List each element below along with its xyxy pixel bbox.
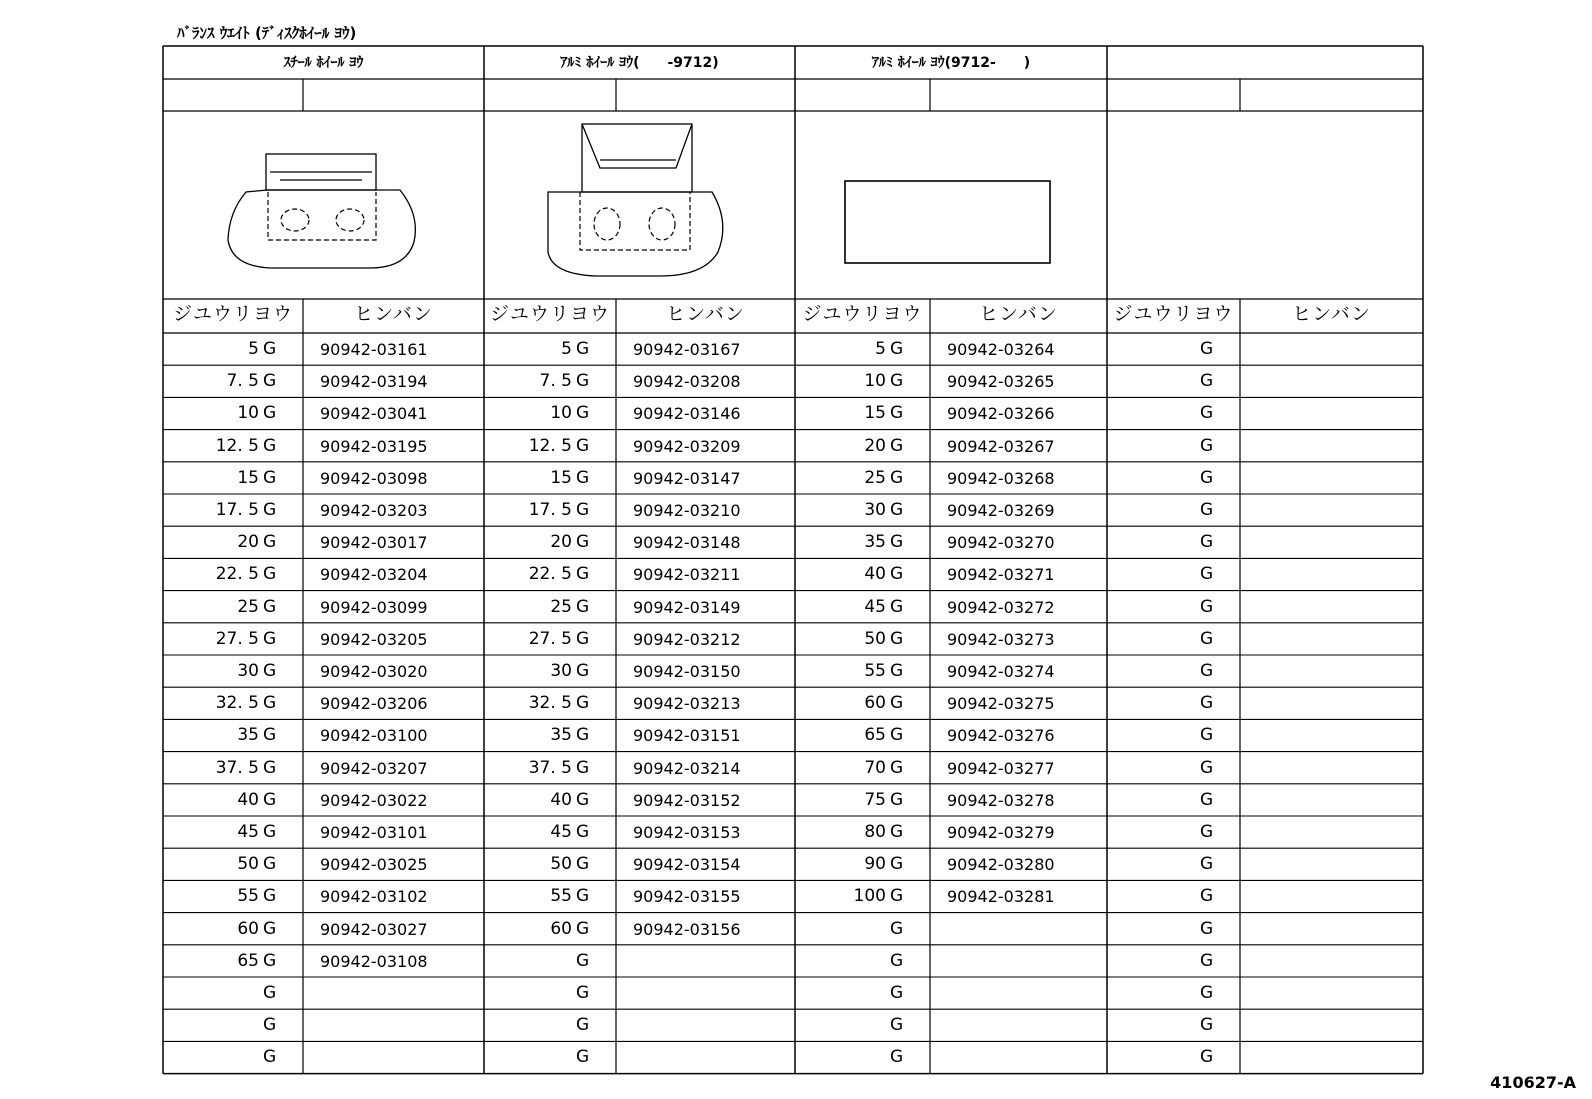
weight-value: 100 [853, 886, 886, 907]
weight-unit: G [263, 725, 277, 746]
weight-unit: G [576, 1047, 590, 1068]
part-number: 90942-03274 [947, 662, 1055, 681]
hole-3 [594, 208, 620, 240]
weight-unit: G [576, 403, 590, 424]
weight-unit: G [890, 757, 904, 778]
part-number: 90942-03148 [633, 533, 741, 553]
weight-column-header: ジユウリヨウ [489, 303, 610, 325]
alum-weight-drawing [548, 192, 723, 276]
weight-value: 60 [864, 693, 886, 714]
weight-unit: G [890, 1047, 904, 1068]
weight-unit: G [576, 628, 590, 649]
weight-unit: G [263, 950, 277, 971]
weight-unit: G [1200, 789, 1214, 810]
weight-unit: G [890, 789, 904, 810]
weight-unit: G [576, 950, 590, 971]
weight-unit: G [576, 500, 590, 520]
part-number: 90942-03108 [320, 951, 428, 971]
section-title: ｱﾙﾐ ﾎｲｰﾙ ﾖｳ(9712- ) [871, 55, 1031, 71]
weight-value: 32. 5 [528, 693, 572, 714]
part-number: 90942-03156 [633, 919, 741, 939]
weight-unit: G [890, 371, 904, 392]
weight-value: 5 [875, 339, 886, 359]
part-number: 90942-03150 [633, 662, 741, 681]
weight-column-header: ジユウリヨウ [802, 303, 923, 325]
weight-value: 55 [550, 886, 572, 907]
weight-value: 30 [864, 500, 886, 520]
weight-unit: G [890, 1015, 904, 1036]
part-number: 90942-03281 [947, 887, 1055, 907]
part-number: 90942-03265 [947, 372, 1055, 392]
weight-value: 10 [550, 403, 572, 424]
part-number: 90942-03210 [633, 501, 741, 520]
weight-unit: G [1200, 886, 1214, 907]
weight-value: 27. 5 [528, 628, 572, 649]
weight-unit: G [576, 467, 590, 488]
part-number: 90942-03020 [320, 662, 428, 681]
hole-2 [336, 209, 364, 231]
weight-value: 35 [864, 532, 886, 553]
weight-unit: G [263, 757, 277, 778]
weight-value: 60 [550, 918, 572, 939]
weight-value: 80 [864, 822, 886, 842]
steel-weight-drawing [228, 190, 415, 268]
part-number-column-header: ヒンバン [354, 303, 433, 325]
weight-unit: G [576, 1015, 590, 1036]
weight-value: 27. 5 [215, 628, 259, 649]
weight-unit: G [263, 983, 277, 1003]
weight-unit: G [576, 886, 590, 907]
weight-unit: G [1200, 1015, 1214, 1036]
weight-value: 5 [248, 339, 259, 359]
weight-value: 30 [237, 661, 259, 681]
weight-unit: G [263, 596, 277, 617]
weight-value: 10 [237, 403, 259, 424]
weight-unit: G [263, 628, 277, 649]
weight-value: 55 [237, 886, 259, 907]
part-number: 90942-03212 [633, 629, 741, 649]
part-number: 90942-03269 [947, 501, 1055, 520]
weight-unit: G [576, 789, 590, 810]
weight-unit: G [576, 564, 590, 585]
part-number-column-header: ヒンバン [1292, 303, 1371, 325]
weight-value: 25 [864, 467, 886, 488]
weight-value: 45 [237, 822, 259, 842]
weight-unit: G [1200, 725, 1214, 746]
part-number: 90942-03275 [947, 694, 1055, 714]
alum-weight-tape-drawing [845, 181, 1050, 263]
weight-value: 35 [237, 725, 259, 746]
weight-unit: G [576, 725, 590, 746]
weight-unit: G [890, 918, 904, 939]
part-number: 90942-03270 [947, 533, 1055, 553]
weight-value: 7. 5 [539, 371, 572, 392]
part-number: 90942-03167 [633, 340, 741, 359]
weight-value: 17. 5 [215, 500, 259, 520]
weight-unit: G [890, 339, 904, 359]
weight-unit: G [1200, 854, 1214, 875]
weight-unit: G [263, 435, 277, 456]
weight-unit: G [1200, 822, 1214, 842]
part-number: 90942-03205 [320, 629, 428, 649]
part-number: 90942-03022 [320, 790, 428, 810]
weight-unit: G [1200, 661, 1214, 681]
part-number-column-header: ヒンバン [979, 303, 1058, 325]
part-number: 90942-03213 [633, 694, 741, 714]
weight-value: 12. 5 [528, 435, 572, 456]
weight-value: 12. 5 [215, 435, 259, 456]
weight-value: 37. 5 [528, 757, 572, 778]
weight-unit: G [576, 757, 590, 778]
weight-unit: G [890, 467, 904, 488]
weight-value: 15 [864, 403, 886, 424]
part-number: 90942-03101 [320, 823, 428, 842]
weight-unit: G [890, 725, 904, 746]
part-number: 90942-03277 [947, 758, 1055, 778]
weight-value: 35 [550, 725, 572, 746]
part-number: 90942-03280 [947, 855, 1055, 875]
weight-value: 55 [864, 661, 886, 681]
weight-value: 15 [550, 467, 572, 488]
weight-unit: G [1200, 403, 1214, 424]
weight-value: 25 [550, 596, 572, 617]
weight-unit: G [1200, 500, 1214, 520]
part-number: 90942-03209 [633, 436, 741, 456]
weight-unit: G [890, 822, 904, 842]
weight-value: 37. 5 [215, 757, 259, 778]
weight-unit: G [890, 403, 904, 424]
weight-unit: G [1200, 532, 1214, 553]
weight-unit: G [1200, 564, 1214, 585]
part-number: 90942-03271 [947, 565, 1055, 585]
part-number: 90942-03276 [947, 726, 1055, 746]
part-number: 90942-03203 [320, 501, 428, 520]
weight-unit: G [890, 950, 904, 971]
part-number: 90942-03214 [633, 758, 741, 778]
part-number-column-header: ヒンバン [666, 303, 745, 325]
part-number: 90942-03267 [947, 436, 1055, 456]
part-number: 90942-03272 [947, 597, 1055, 617]
weight-unit: G [890, 596, 904, 617]
weight-value: 75 [864, 789, 886, 810]
weight-unit: G [890, 532, 904, 553]
weight-unit: G [1200, 757, 1214, 778]
weight-unit: G [263, 854, 277, 875]
weight-value: 22. 5 [215, 564, 259, 585]
part-number: 90942-03147 [633, 468, 741, 488]
weight-value: 25 [237, 596, 259, 617]
part-number: 90942-03102 [320, 887, 428, 907]
weight-value: 17. 5 [528, 500, 572, 520]
weight-unit: G [263, 693, 277, 714]
weight-unit: G [1200, 918, 1214, 939]
section-title: ｽﾁｰﾙ ﾎｲｰﾙ ﾖｳ [283, 55, 364, 71]
weight-unit: G [1200, 950, 1214, 971]
weight-unit: G [1200, 983, 1214, 1003]
weight-unit: G [1200, 693, 1214, 714]
part-number: 90942-03195 [320, 436, 428, 456]
weight-value: 90 [864, 854, 886, 875]
weight-unit: G [1200, 371, 1214, 392]
weight-unit: G [263, 467, 277, 488]
part-number: 90942-03149 [633, 597, 741, 617]
weight-unit: G [263, 564, 277, 585]
weight-unit: G [576, 693, 590, 714]
weight-value: 20 [550, 532, 572, 553]
part-number: 90942-03206 [320, 694, 428, 714]
weight-value: 15 [237, 467, 259, 488]
part-number: 90942-03098 [320, 468, 428, 488]
weight-value: 45 [550, 822, 572, 842]
weight-value: 50 [237, 854, 259, 875]
weight-unit: G [576, 371, 590, 392]
part-number: 90942-03207 [320, 758, 428, 778]
part-number: 90942-03152 [633, 790, 741, 810]
weight-value: 40 [864, 564, 886, 585]
part-number: 90942-03208 [633, 372, 741, 392]
weight-unit: G [263, 403, 277, 424]
part-number: 90942-03154 [633, 855, 741, 875]
weight-value: 7. 5 [226, 371, 259, 392]
weight-unit: G [890, 435, 904, 456]
weight-value: 10 [864, 371, 886, 392]
weight-unit: G [1200, 628, 1214, 649]
weight-value: 45 [864, 596, 886, 617]
part-number: 90942-03161 [320, 340, 428, 359]
weight-value: 65 [864, 725, 886, 746]
part-number: 90942-03025 [320, 855, 428, 875]
weight-value: 50 [864, 628, 886, 649]
weight-unit: G [263, 661, 277, 681]
weight-unit: G [576, 339, 590, 359]
weight-unit: G [576, 435, 590, 456]
part-number: 90942-03211 [633, 565, 741, 585]
part-number: 90942-03278 [947, 790, 1055, 810]
weight-unit: G [263, 886, 277, 907]
weight-unit: G [1200, 435, 1214, 456]
weight-unit: G [263, 822, 277, 842]
part-number: 90942-03153 [633, 823, 741, 842]
weight-unit: G [1200, 596, 1214, 617]
weight-unit: G [890, 693, 904, 714]
weight-column-header: ジユウリヨウ [172, 303, 293, 325]
part-number: 90942-03099 [320, 597, 428, 617]
weight-value: 65 [237, 950, 259, 971]
part-number: 90942-03041 [320, 404, 428, 424]
weight-unit: G [1200, 339, 1214, 359]
weight-unit: G [890, 854, 904, 875]
section-title: ｱﾙﾐ ﾎｲｰﾙ ﾖｳ( -9712) [560, 55, 719, 71]
part-number: 90942-03279 [947, 823, 1055, 842]
weight-value: 60 [237, 918, 259, 939]
weight-unit: G [576, 532, 590, 553]
weight-value: 20 [237, 532, 259, 553]
weight-value: 5 [561, 339, 572, 359]
weight-unit: G [890, 886, 904, 907]
weight-unit: G [890, 628, 904, 649]
weight-value: 22. 5 [528, 564, 572, 585]
weight-value: 70 [864, 757, 886, 778]
weight-unit: G [576, 854, 590, 875]
weight-unit: G [890, 661, 904, 681]
part-number: 90942-03268 [947, 468, 1055, 488]
part-number: 90942-03017 [320, 533, 428, 553]
weight-unit: G [263, 339, 277, 359]
weight-unit: G [1200, 1047, 1214, 1068]
weight-value: 40 [237, 789, 259, 810]
weight-unit: G [576, 983, 590, 1003]
weight-value: 50 [550, 854, 572, 875]
weight-unit: G [263, 789, 277, 810]
weight-unit: G [263, 1015, 277, 1036]
weight-unit: G [263, 918, 277, 939]
part-number: 90942-03194 [320, 372, 428, 392]
weight-value: 32. 5 [215, 693, 259, 714]
part-number: 90942-03146 [633, 404, 741, 424]
part-number: 90942-03155 [633, 887, 741, 907]
weight-value: 20 [864, 435, 886, 456]
weight-unit: G [263, 500, 277, 520]
weight-unit: G [576, 918, 590, 939]
part-number: 90942-03264 [947, 340, 1055, 359]
part-number: 90942-03151 [633, 726, 741, 746]
page-title: ﾊﾞﾗﾝｽ ｳｴｲﾄ (ﾃﾞｨｽｸﾎｲｰﾙ ﾖｳ) [177, 24, 357, 42]
weight-unit: G [1200, 467, 1214, 488]
weight-value: 30 [550, 661, 572, 681]
alum-weight-clip [582, 124, 692, 192]
footer-code: 410627-A [1490, 1073, 1576, 1092]
weight-column-header: ジユウリヨウ [1113, 303, 1234, 325]
part-number: 90942-03027 [320, 919, 428, 939]
weight-unit: G [890, 564, 904, 585]
hole-4 [649, 208, 675, 240]
weight-unit: G [263, 371, 277, 392]
part-number: 90942-03273 [947, 629, 1055, 649]
weight-unit: G [263, 1047, 277, 1068]
weight-unit: G [263, 532, 277, 553]
hole-1 [281, 209, 309, 231]
weight-unit: G [890, 983, 904, 1003]
part-number: 90942-03266 [947, 404, 1055, 424]
weight-unit: G [576, 596, 590, 617]
part-number: 90942-03100 [320, 726, 428, 746]
weight-unit: G [576, 661, 590, 681]
part-number: 90942-03204 [320, 565, 428, 585]
weight-value: 40 [550, 789, 572, 810]
weight-unit: G [576, 822, 590, 842]
weight-unit: G [890, 500, 904, 520]
